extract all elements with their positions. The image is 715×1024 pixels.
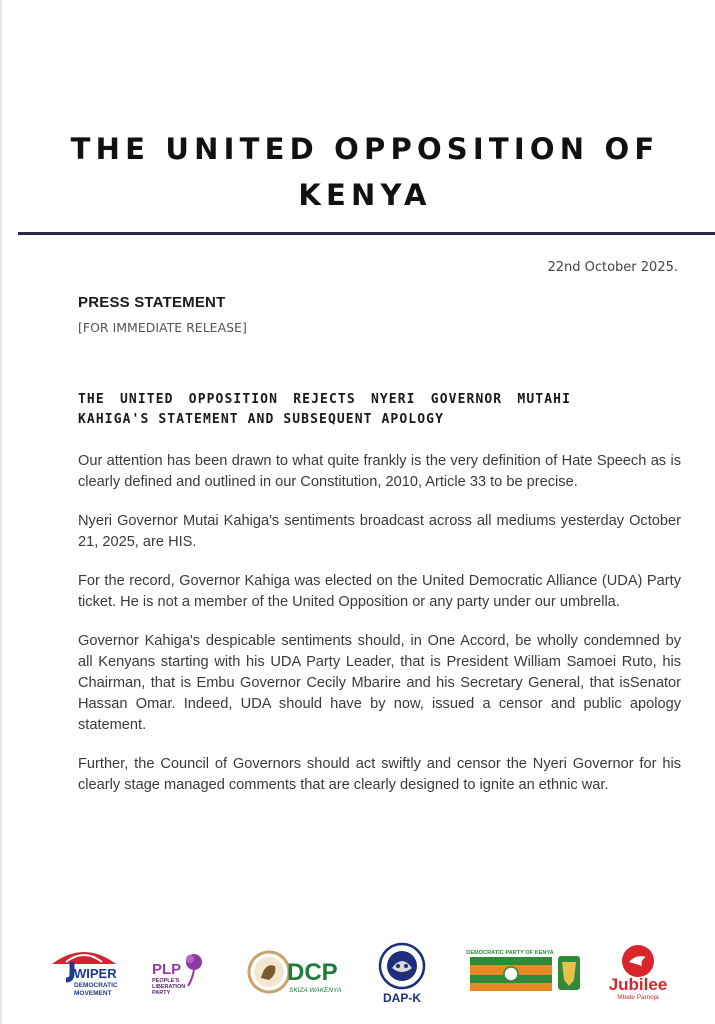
wiper-logo bbox=[44, 944, 124, 1002]
jubilee-name: Jubilee bbox=[608, 975, 668, 994]
title-line-1: THE UNITED OPPOSITION OF bbox=[70, 132, 660, 166]
headline-line-2: KAHIGA'S STATEMENT AND SUBSEQUENT APOLOGY bbox=[78, 412, 444, 427]
jubilee-sub: Mbele Pamoja bbox=[617, 994, 659, 1001]
paragraph-2: Nyeri Governor Mutai Kahiga's sentiments broadcast across all mediums yesterday October 21, 2025, are HIS. bbox=[78, 513, 681, 550]
title-line-2: KENYA bbox=[298, 178, 432, 212]
dcp-logo bbox=[247, 946, 347, 1000]
release-label: [FOR IMMEDIATE RELEASE] bbox=[78, 320, 247, 335]
press-statement-label: PRESS STATEMENT bbox=[78, 294, 226, 311]
wiper-sub1: DEMOCRATIC bbox=[74, 982, 118, 989]
statement-body bbox=[78, 451, 681, 814]
dcp-sub: SKIZA WAKENYA bbox=[289, 987, 342, 994]
dapk-name: DAP-K bbox=[383, 991, 421, 1005]
dcp-name: DCP bbox=[287, 959, 338, 986]
plp-name: PLP bbox=[152, 961, 182, 978]
plp-sub3: PARTY bbox=[152, 990, 171, 996]
document-title bbox=[20, 126, 710, 218]
plp-logo bbox=[150, 950, 210, 1000]
wiper-name: WIPER bbox=[74, 966, 117, 981]
party-logos-row bbox=[0, 938, 715, 1008]
dpk-logo bbox=[466, 948, 584, 998]
dapk-logo bbox=[372, 942, 432, 1006]
plp-sub2: LIBERATION bbox=[152, 984, 186, 990]
paragraph-1: Our attention has been drawn to what quite frankly is the very definition of Hate Speech as is clearly defined and outlined in our Constitution, 2010, Article 33 to be precise. bbox=[78, 453, 681, 490]
dpk-name: DEMOCRATIC PARTY OF KENYA bbox=[466, 950, 554, 956]
title-divider bbox=[18, 232, 715, 235]
paragraph-3: For the record, Governor Kahiga was elected on the United Democratic Alliance (UDA) Party ticket. He is not a member of the United Opposition or any party under our umbrella. bbox=[78, 573, 681, 610]
wiper-sub2: MOVEMENT bbox=[74, 990, 112, 997]
jubilee-logo bbox=[596, 942, 680, 1002]
headline-line-1: THE UNITED OPPOSITION REJECTS NYERI GOVERNOR MUTAHI bbox=[78, 392, 571, 407]
plp-sub1: PEOPLE'S bbox=[152, 978, 180, 984]
paragraph-5: Further, the Council of Governors should act swiftly and censor the Nyeri Governor for his clearly stage managed comments that are clearly designed to ignite an ethnic war. bbox=[78, 756, 681, 793]
paragraph-4: Governor Kahiga's despicable sentiments should, in One Accord, be wholly condemned by all Kenyans starting with his UDA Party Leader, that is President William Samoei Ruto, his Chairman, that is Embu Governor Cecily Mbarire and his Secretary General, that isSenator Hassan Omar. Indeed, UDA should have by now, issued a censor and public apology statement. bbox=[78, 633, 681, 733]
statement-date: 22nd October 2025. bbox=[547, 260, 678, 275]
statement-headline bbox=[78, 390, 571, 430]
